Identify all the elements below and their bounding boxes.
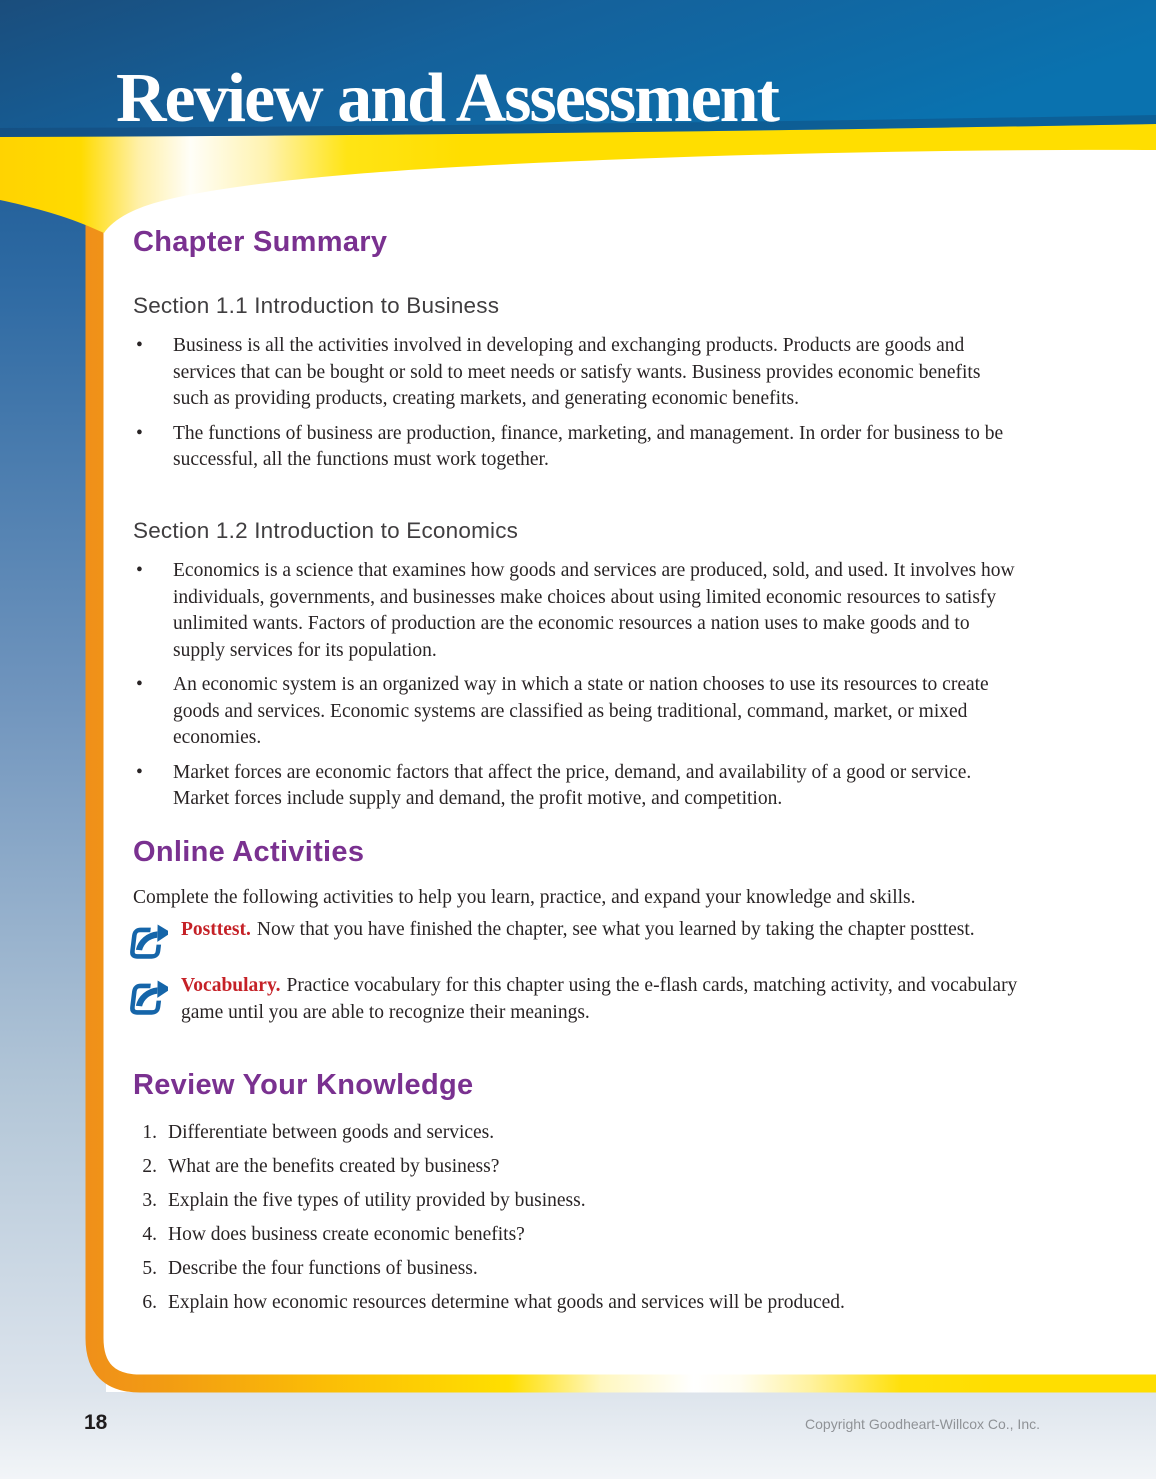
question-item (133, 1256, 1013, 1283)
online-activities-intro: Complete the following activities to help you learn, practice, and expand your knowledge and skills. (133, 887, 916, 908)
bullet-item (133, 333, 1018, 413)
question-number: 1. (142, 1122, 157, 1143)
activity-label: Vocabulary. (181, 975, 281, 996)
chapter-summary-heading: Chapter Summary (133, 226, 388, 258)
bullet-text: The functions of business are production, finance, marketing, and management. In order for business to be successful, all the functions must work together. (173, 422, 1004, 470)
bullet-marker: • (136, 335, 143, 356)
activity-text: Now that you have finished the chapter, see what you learned by taking the chapter posttest. (256, 919, 975, 940)
bullet-text: Economics is a science that examines how goods and services are produced, sold, and used. It involves how individuals, governments, and businesses make choices about using limited economic resources to satisfy unlimited wants. Factors of production are the economic resources a nation uses to make goods and to supply services for its population. (173, 560, 1015, 661)
question-item (133, 1188, 1013, 1215)
bullet-item (133, 760, 1018, 813)
question-text: What are the benefits created by business? (168, 1156, 500, 1177)
review-your-knowledge-heading: Review Your Knowledge (133, 1069, 474, 1101)
bullet-item (133, 558, 1018, 664)
bullet-marker: • (136, 761, 143, 783)
question-item (133, 1290, 1013, 1317)
activity-text: Practice vocabulary for this chapter using the e-flash cards, matching activity, and vocabulary game until you are able to recognize their meanings. (181, 975, 1018, 1023)
page-number: 18 (84, 1411, 108, 1434)
section-1-1-bullet-list (133, 333, 1018, 482)
bullet-item (133, 672, 1018, 752)
page-title: Review and Assessment (116, 60, 778, 137)
bullet-marker: • (136, 560, 143, 581)
online-activities-heading: Online Activities (133, 836, 365, 868)
bullet-marker: • (136, 674, 143, 695)
question-item (133, 1154, 1013, 1181)
bullet-item (133, 421, 1018, 474)
activity-item-posttest (181, 917, 1039, 944)
question-number: 6. (142, 1292, 157, 1313)
section-1-1-heading: Section 1.1 Introduction to Business (133, 293, 500, 318)
bullet-marker: • (136, 422, 143, 444)
activity-item-vocabulary (181, 973, 1039, 1026)
question-item (133, 1222, 1013, 1249)
copyright-text: Copyright Goodheart-Willcox Co., Inc. (805, 1416, 1040, 1432)
launch-icon (126, 921, 168, 959)
section-1-2-bullet-list (133, 558, 1018, 821)
question-number: 5. (142, 1258, 157, 1279)
section-1-2-heading: Section 1.2 Introduction to Economics (133, 518, 519, 543)
bullet-text: Business is all the activities involved in developing and exchanging products. Products are goods and services that can be bought or sold to meet needs or satisfy wants. Business provides economic benefits such as providing products, creating markets, and generating economic benefits. (173, 335, 981, 409)
question-text: Differentiate between goods and services. (168, 1122, 495, 1143)
question-text: Describe the four functions of business. (168, 1258, 478, 1279)
question-text: How does business create economic benefits? (168, 1224, 525, 1245)
launch-icon (126, 977, 168, 1015)
question-text: Explain how economic resources determine what goods and services will be produced. (168, 1292, 845, 1313)
question-item (133, 1120, 1013, 1147)
bullet-text: An economic system is an organized way in which a state or nation chooses to use its resources to create goods and services. Economic systems are classified as being traditional, command, market, or mixed economies. (173, 674, 989, 748)
question-number: 3. (142, 1190, 157, 1211)
activity-label: Posttest. (181, 919, 251, 940)
question-text: Explain the five types of utility provided by business. (168, 1190, 586, 1211)
review-question-list (133, 1120, 1013, 1324)
bullet-text: Market forces are economic factors that affect the price, demand, and availability of a good or service. Market forces include supply and demand, the profit motive, and competition. (173, 761, 972, 809)
question-number: 2. (142, 1156, 157, 1177)
question-number: 4. (142, 1224, 157, 1245)
footer-band (0, 1392, 1156, 1479)
